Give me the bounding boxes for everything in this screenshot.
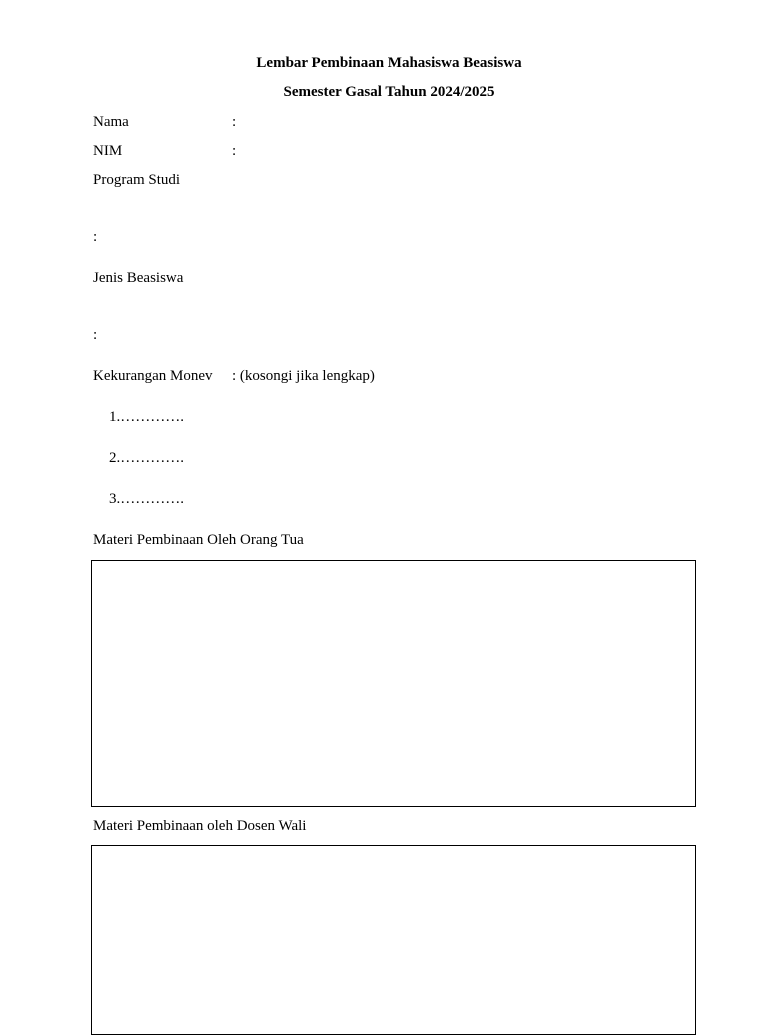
document-title: Lembar Pembinaan Mahasiswa Beasiswa — [256, 55, 522, 71]
orang-tua-input-box[interactable] — [91, 560, 696, 807]
dosen-wali-input-box[interactable] — [91, 845, 696, 1035]
document-subtitle: Semester Gasal Tahun 2024/2025 — [283, 84, 495, 100]
kekurangan-monev-label: Kekurangan Monev — [93, 368, 213, 384]
dosen-wali-section-label: Materi Pembinaan oleh Dosen Wali — [93, 818, 307, 834]
orang-tua-section-label: Materi Pembinaan Oleh Orang Tua — [93, 532, 304, 548]
kekurangan-monev-value: : (kosongi jika lengkap) — [232, 368, 375, 384]
nim-label: NIM — [93, 143, 123, 159]
program-studi-label: Program Studi — [93, 172, 181, 188]
nama-label: Nama — [93, 114, 129, 130]
nim-colon: : — [232, 143, 237, 159]
jenis-beasiswa-colon: : — [93, 327, 98, 343]
list-item: 1.…………. — [109, 409, 184, 425]
list-item: 3.…………. — [109, 491, 184, 507]
jenis-beasiswa-label: Jenis Beasiswa — [93, 270, 184, 286]
program-studi-colon: : — [93, 229, 98, 245]
nama-colon: : — [232, 114, 237, 130]
list-item: 2.…………. — [109, 450, 184, 466]
